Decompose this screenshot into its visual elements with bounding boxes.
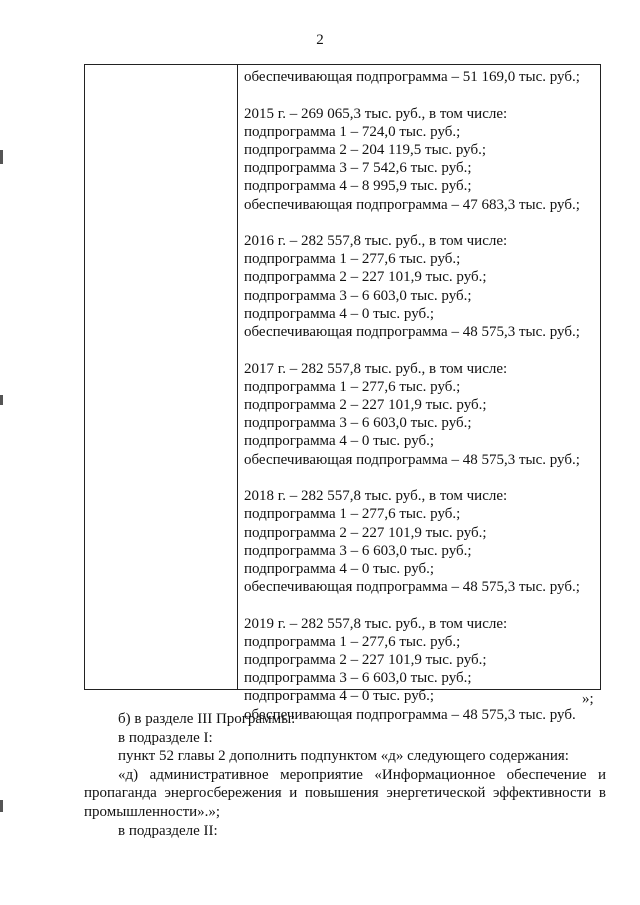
table-line: обеспечивающая подпрограмма – 51 169,0 тыс. руб.; (244, 69, 580, 85)
funding-table-right-cell (244, 68, 594, 724)
table-line: 2017 г. – 282 557,8 тыс. руб., в том числе: (244, 360, 508, 377)
table-line: подпрограмма 2 – 227 101,9 тыс. руб.; (244, 396, 487, 413)
table-line: подпрограмма 3 – 7 542,6 тыс. руб.; (244, 160, 472, 177)
closing-quote: »; (582, 691, 594, 707)
amendment-paragraph-subsection-ii: в подразделе II: (118, 822, 218, 839)
table-line: 2016 г. – 282 557,8 тыс. руб., в том числе: (244, 233, 508, 250)
table-line: 2019 г. – 282 557,8 тыс. руб., в том числе: (244, 615, 508, 632)
table-line: 2015 г. – 269 065,3 тыс. руб., в том числе: (244, 105, 508, 122)
table-line-spacer (244, 469, 594, 487)
table-line: подпрограмма 1 – 277,6 тыс. руб.; (244, 378, 461, 395)
table-line: подпрограмма 2 – 204 119,5 тыс. руб.; (244, 141, 486, 158)
table-line: подпрограмма 3 – 6 603,0 тыс. руб.; (244, 287, 472, 304)
table-line: подпрограмма 2 – 227 101,9 тыс. руб.; (244, 652, 487, 669)
table-line: подпрограмма 1 – 277,6 тыс. руб.; (244, 251, 461, 268)
table-line: обеспечивающая подпрограмма – 48 575,3 тыс. руб.; (244, 579, 580, 596)
amendments-text (84, 710, 606, 840)
scan-edge-mark (0, 150, 3, 164)
table-line: подпрограмма 3 – 6 603,0 тыс. руб.; (244, 542, 472, 559)
table-line: подпрограмма 4 – 0 тыс. руб.; (244, 305, 435, 322)
table-line: подпрограмма 2 – 227 101,9 тыс. руб.; (244, 269, 487, 286)
table-line: подпрограмма 3 – 6 603,0 тыс. руб.; (244, 670, 472, 687)
scan-edge-mark (0, 395, 3, 405)
table-line: обеспечивающая подпрограмма – 48 575,3 тыс. руб. (244, 706, 576, 723)
table-line: подпрограмма 4 – 0 тыс. руб.; (244, 560, 435, 577)
table-line: подпрограмма 2 – 227 101,9 тыс. руб.; (244, 524, 487, 541)
table-line: подпрограмма 1 – 724,0 тыс. руб.; (244, 123, 461, 140)
table-line-spacer (244, 86, 594, 104)
page-number: 2 (316, 32, 324, 48)
table-line: 2018 г. – 282 557,8 тыс. руб., в том числе: (244, 488, 508, 505)
table-column-divider (237, 65, 238, 689)
table-line: обеспечивающая подпрограмма – 48 575,3 тыс. руб.; (244, 451, 580, 468)
table-line: обеспечивающая подпрограмма – 48 575,3 тыс. руб.; (244, 324, 580, 341)
table-line: подпрограмма 4 – 0 тыс. руб.; (244, 433, 435, 450)
table-line: подпрограмма 4 – 0 тыс. руб.; (244, 688, 435, 705)
table-line-spacer (244, 214, 594, 232)
table-line: подпрограмма 1 – 277,6 тыс. руб.; (244, 506, 461, 523)
table-line: обеспечивающая подпрограмма – 47 683,3 тыс. руб.; (244, 196, 580, 213)
scan-edge-mark (0, 800, 3, 812)
amendment-paragraph-point-52: пункт 52 главы 2 дополнить подпунктом «д» следующего содержания: (118, 748, 569, 765)
amendment-paragraph-subsection-i: в подразделе I: (118, 729, 213, 746)
table-line: подпрограмма 4 – 8 995,9 тыс. руб.; (244, 178, 472, 195)
table-line-spacer (244, 596, 594, 614)
table-line: подпрограмма 1 – 277,6 тыс. руб.; (244, 633, 461, 650)
table-line: подпрограмма 3 – 6 603,0 тыс. руб.; (244, 415, 472, 432)
amendment-paragraph-subpoint-d: «д) административное мероприятие «Информационное обеспечение и пропаганда энергосбережения и повышения энергетической эффективности в промышленности».»; (84, 766, 606, 820)
amendment-paragraph-section-iii: б) в разделе III Программы: (118, 711, 296, 727)
table-line-spacer (244, 341, 594, 359)
